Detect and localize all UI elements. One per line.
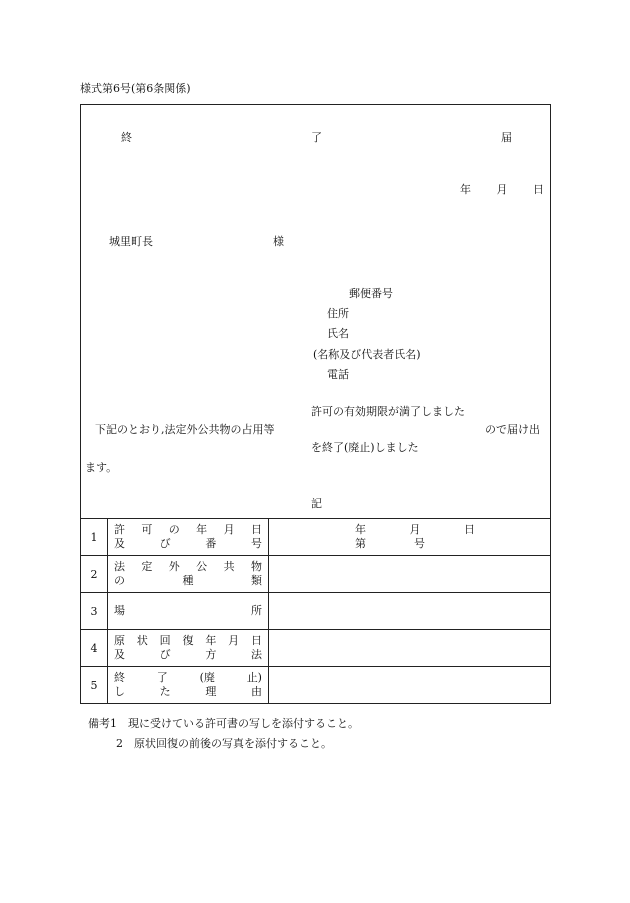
date-day-label: 日 xyxy=(533,183,544,196)
row-number: 1 xyxy=(81,519,108,556)
row-value: 年 月 日 第 号 xyxy=(269,519,551,556)
notes xyxy=(88,714,359,754)
phone-label: 電話 xyxy=(327,368,349,381)
table-row xyxy=(81,556,551,593)
note-1: 備考1 現に受けている許可書の写しを添付すること。 xyxy=(88,717,359,730)
row-number: 2 xyxy=(81,556,108,593)
form-reference: 様式第6号(第6条関係) xyxy=(80,82,191,95)
date-month-label: 月 xyxy=(496,183,508,196)
option-expired: 許可の有効期限が満了しました xyxy=(311,405,465,418)
addressee-name: 城里町長 xyxy=(109,235,153,248)
items-table xyxy=(80,518,551,704)
row-value xyxy=(269,556,551,593)
ki-heading: 記 xyxy=(311,497,322,510)
row-label: 原 状 回 復 年 月 日 及 び 方 法 xyxy=(108,630,269,667)
row-label: 許 可 の 年 月 日 及 び 番 号 xyxy=(108,519,269,556)
form-title xyxy=(81,129,552,145)
row-label: 場 所 xyxy=(108,593,269,630)
addressee xyxy=(109,233,284,249)
row-label: 法 定 外 公 共 物 の 種 類 xyxy=(108,556,269,593)
table-row xyxy=(81,630,551,667)
body-prefix: 下記のとおり,法定外公共物の占用等 xyxy=(95,423,275,436)
option-terminated: を終了(廃止)しました xyxy=(311,441,419,454)
row-value xyxy=(269,593,551,630)
table-row xyxy=(81,593,551,630)
postal-code-label: 郵便番号 xyxy=(349,287,393,300)
row-number: 5 xyxy=(81,667,108,704)
date-year-label: 年 xyxy=(460,183,471,196)
row-label: 終 了 (廃 止) し た 理 由 xyxy=(108,667,269,704)
address-label: 住所 xyxy=(327,307,349,320)
body-suffix: ので届け出 xyxy=(485,423,540,436)
org-name-label: (名称及び代表者氏名) xyxy=(313,348,421,361)
row-value xyxy=(269,667,551,704)
table-row xyxy=(81,519,551,556)
table-row xyxy=(81,667,551,704)
name-label: 氏名 xyxy=(327,327,349,340)
row-value xyxy=(269,630,551,667)
note-2: 2 原状回復の前後の写真を添付すること。 xyxy=(116,737,332,750)
title-char: 了 xyxy=(311,131,322,144)
row-number: 3 xyxy=(81,593,108,630)
title-char: 届 xyxy=(501,131,512,144)
body-continuation: ます。 xyxy=(85,461,118,474)
form-body xyxy=(80,104,551,518)
submission-date xyxy=(438,181,544,197)
addressee-honorific: 様 xyxy=(273,235,284,248)
title-char: 終 xyxy=(121,131,132,144)
row-number: 4 xyxy=(81,630,108,667)
